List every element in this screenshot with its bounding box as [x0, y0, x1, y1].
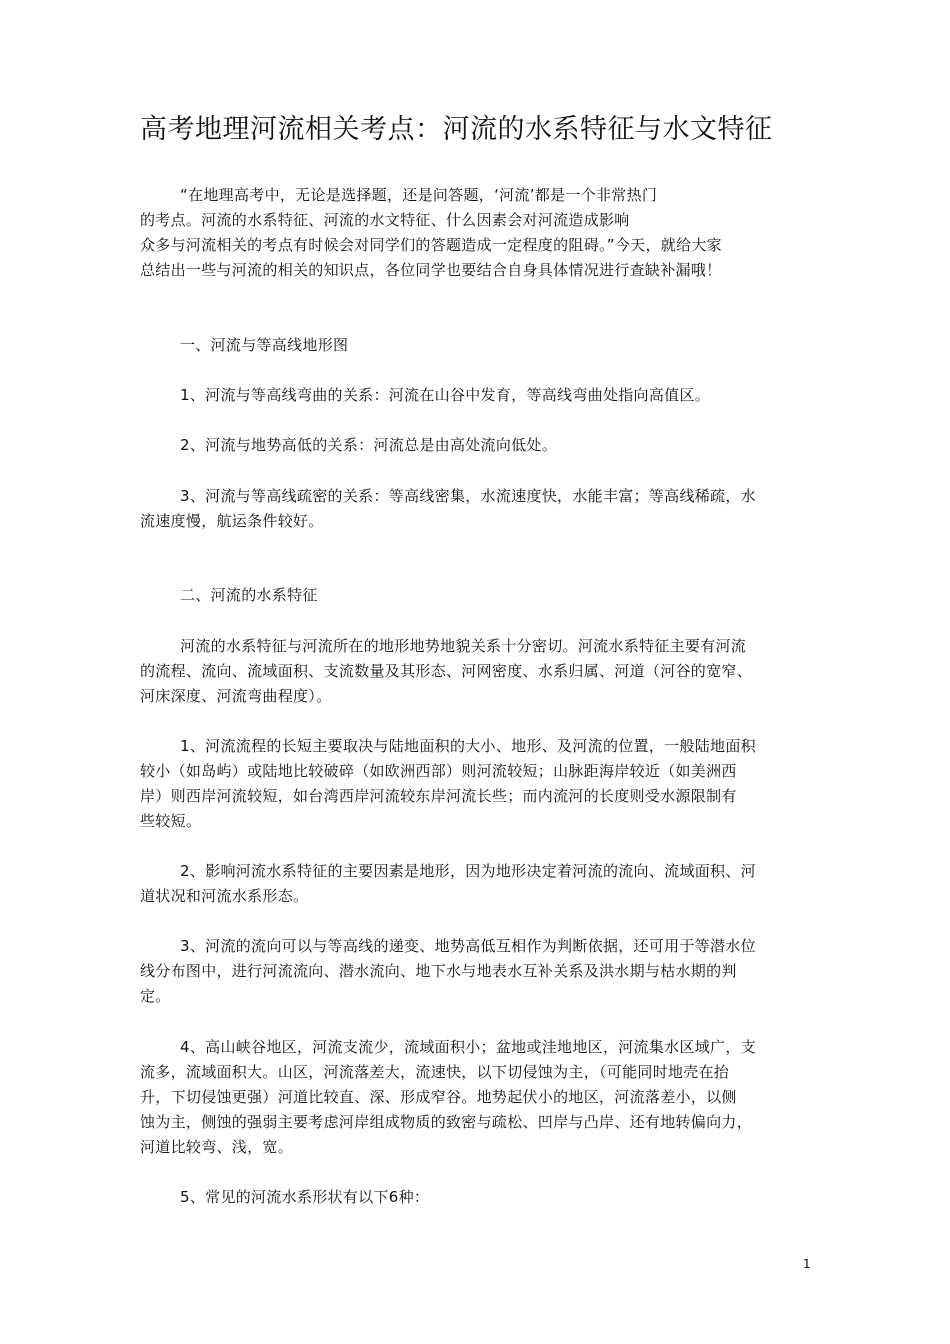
section2-item4-line-3: 升，下切侵蚀更强）河道比较直、深、形成窄谷。地势起伏小的地区，河流落差小，以侧	[140, 1088, 737, 1106]
section1-heading: 一、河流与等高线地形图	[180, 336, 349, 354]
section2-intro-line-3: 河床深度、河流弯曲程度）。	[140, 687, 332, 705]
section2-item5: 5、常见的河流水系形状有以下6种：	[180, 1188, 430, 1206]
intro-line-3: 众多与河流相关的考点有时候会对同学们的答题造成一定程度的阻碍。”今天，就给大家	[140, 236, 722, 254]
section1-item3-line-1: 3、河流与等高线疏密的关系：等高线密集，水流速度快，水能丰富；等高线稀疏，水	[180, 487, 756, 505]
section2-item3-line-3: 定。	[140, 987, 171, 1005]
section2-item1-line-1: 1、河流流程的长短主要取决与陆地面积的大小、地形、及河流的位置，一般陆地面积	[180, 737, 756, 755]
section2-item1-line-4: 些较短。	[140, 812, 202, 830]
section2-item4-line-2: 流多，流域面积大。山区，河流落差大，流速快，以下切侵蚀为主，（可能同时地壳在抬	[140, 1063, 730, 1081]
section2-item3-line-2: 线分布图中，进行河流流向、潜水流向、地下水与地表水互补关系及洪水期与枯水期的判	[140, 962, 737, 980]
section2-item4-line-4: 蚀为主，侧蚀的强弱主要考虑河岸组成物质的致密与疏松、凹岸与凸岸、还有地转偏向力，	[140, 1113, 753, 1131]
intro-line-4: 总结出一些与河流的相关的知识点，各位同学也要结合自身具体情况进行查缺补漏哦！	[140, 261, 722, 279]
section2-heading: 二、河流的水系特征	[180, 586, 318, 604]
section2-intro-line-1: 河流的水系特征与河流所在的地形地势地貌关系十分密切。河流水系特征主要有河流	[180, 637, 747, 655]
section2-item3-line-1: 3、河流的流向可以与等高线的递变、地势高低互相作为判断依据，还可用于等潜水位	[180, 937, 756, 955]
section2-item2-line-2: 道状况和河流水系形态。	[140, 887, 309, 905]
document-title: 高考地理河流相关考点：河流的水系特征与水文特征	[140, 114, 773, 145]
section2-item2-line-1: 2、影响河流水系特征的主要因素是地形，因为地形决定着河流的流向、流域面积、河	[180, 862, 756, 880]
section1-item1: 1、河流与等高线弯曲的关系：河流在山谷中发育，等高线弯曲处指向高值区。	[180, 386, 711, 404]
page-number: 1	[803, 1257, 811, 1271]
section1-item2: 2、河流与地势高低的关系：河流总是由高处流向低处。	[180, 436, 558, 454]
section2-intro-line-2: 的流程、流向、流域面积、支流数量及其形态、河网密度、水系归属、河道（河谷的宽窄、	[140, 662, 753, 680]
section2-item4-line-1: 4、高山峡谷地区，河流支流少，流域面积小；盆地或洼地地区，河流集水区域广，支	[180, 1038, 756, 1056]
section1-item3-line-2: 流速度慢，航运条件较好。	[140, 512, 324, 530]
section2-item1-line-3: 岸）则西岸河流较短，如台湾西岸河流较东岸河流长些；而内流河的长度则受水源限制有	[140, 787, 737, 805]
section2-item4-line-5: 河道比较弯、浅，宽。	[140, 1138, 294, 1156]
intro-line-1: “在地理高考中，无论是选择题，还是问答题，‘河流’都是一个非常热门	[180, 186, 658, 204]
section2-item1-line-2: 较小（如岛屿）或陆地比较破碎（如欧洲西部）则河流较短；山脉距海岸较近（如美洲西	[140, 762, 737, 780]
intro-line-2: 的考点。河流的水系特征、河流的水文特征、什么因素会对河流造成影响	[140, 211, 630, 229]
